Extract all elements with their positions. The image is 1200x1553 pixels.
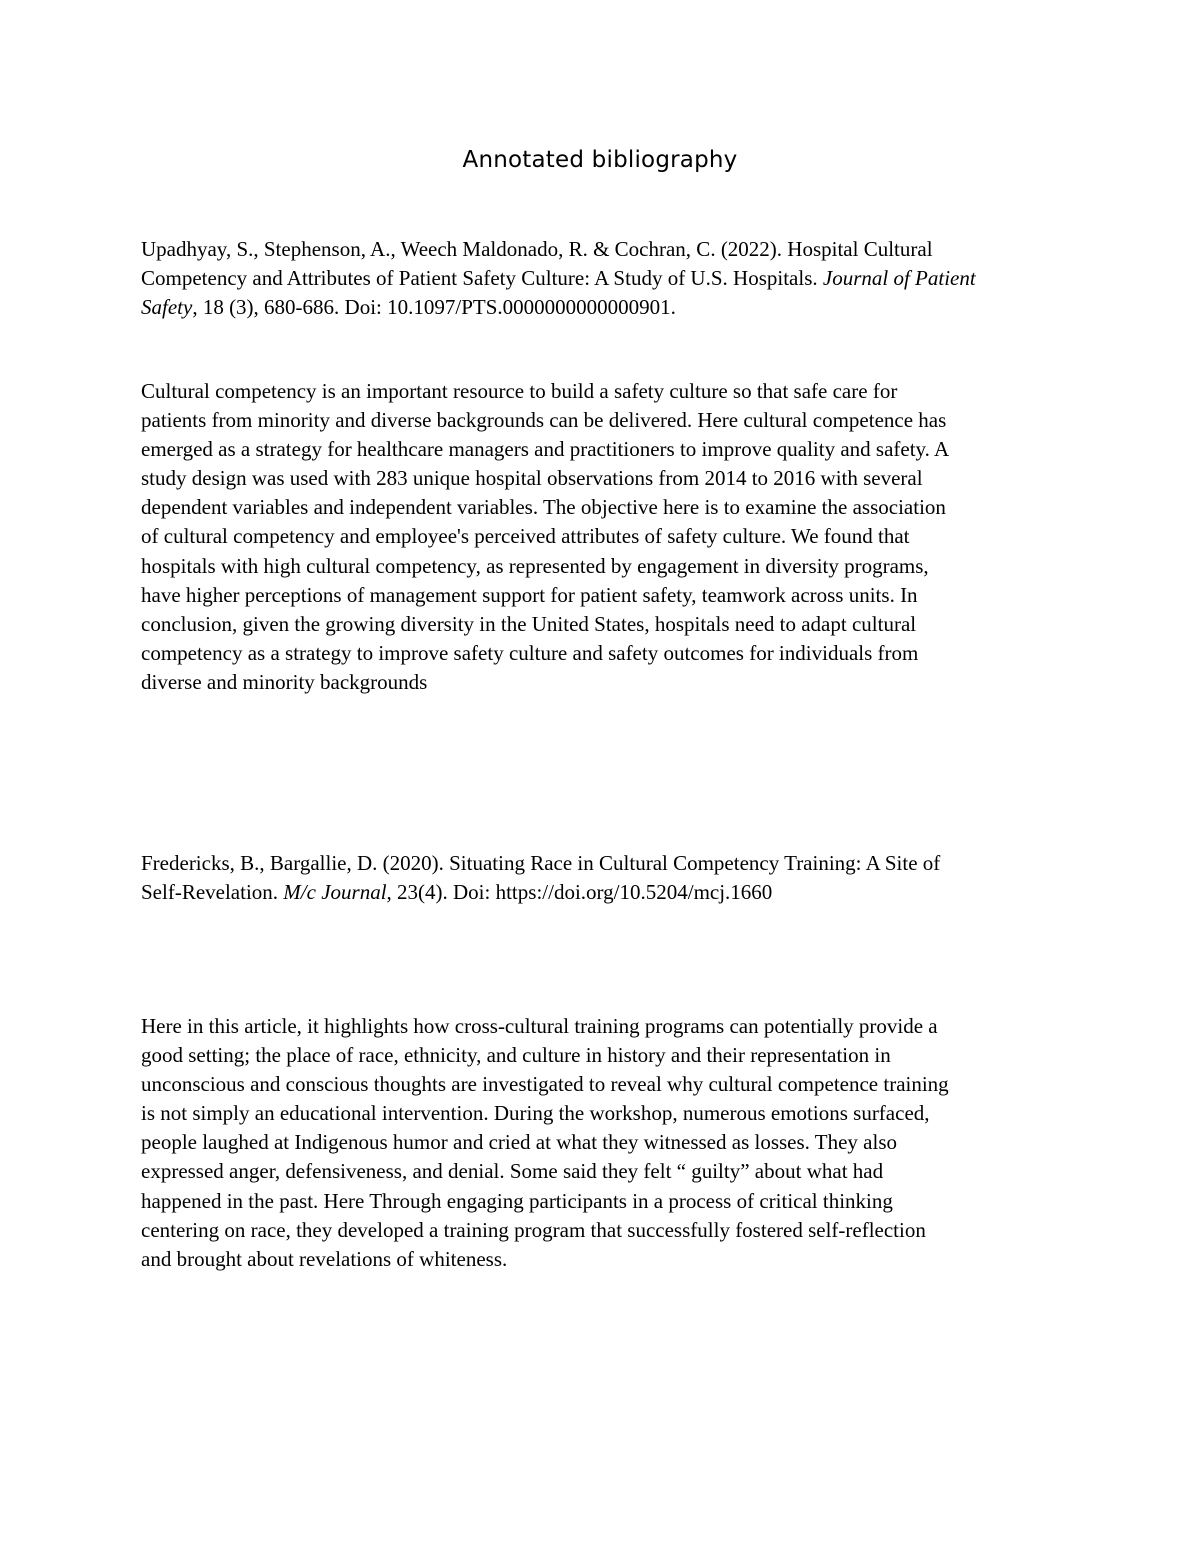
document-title: Annotated bibliography [462,147,738,173]
annotation-line: expressed anger, defensiveness, and denial. Some said they felt “ guilty” about what had [141,1159,884,1184]
annotation-line: patients from minority and diverse backgrounds can be delivered. Here cultural competence has [141,408,947,433]
annotation-line: Here in this article, it highlights how cross-cultural training programs can potentially provide a [141,1014,938,1038]
annotation-line: emerged as a strategy for healthcare managers and practitioners to improve quality and safety. A [141,437,950,462]
annotation-line: people laughed at Indigenous humor and cried at what they witnessed as losses. They also [141,1130,898,1155]
citation-upadhyay [141,235,1061,322]
annotation-upadhyay [141,377,1061,697]
citation-line: Safety, 18 (3), 680-686. Doi: 10.1097/PTS.0000000000000901. [141,295,676,320]
journal-name: Journal of Patient [822,266,976,291]
annotation-line: good setting; the place of race, ethnicity, and culture in history and their representation in [141,1043,891,1068]
annotation-line: study design was used with 283 unique hospital observations from 2014 to 2016 with several [141,466,923,491]
annotation-line: Cultural competency is an important resource to build a safety culture so that safe care for [141,379,898,403]
citation-line: Upadhyay, S., Stephenson, A., Weech Maldonado, R. & Cochran, C. (2022). Hospital Cultural [141,237,933,261]
annotation-line: is not simply an educational intervention. During the workshop, numerous emotions surfaced, [141,1101,930,1126]
annotation-fredericks [141,1012,1061,1274]
citation-line: Fredericks, B., Bargallie, D. (2020). Situating Race in Cultural Competency Training: A Site of [141,851,941,875]
annotation-line: competency as a strategy to improve safety culture and safety outcomes for individuals from [141,640,919,665]
citation-fredericks [141,849,1061,907]
journal-name: M/c Journal [283,880,387,905]
annotation-line: of cultural competency and employee's perceived attributes of safety culture. We found that [141,524,910,549]
annotation-line: conclusion, given the growing diversity in the United States, hospitals need to adapt cultural [141,611,917,636]
journal-name: Safety [141,295,193,320]
annotation-line: diverse and minority backgrounds [141,669,428,694]
annotation-line: happened in the past. Here Through engaging participants in a process of critical thinking [141,1188,893,1213]
annotation-line: centering on race, they developed a training program that successfully fostered self-reflection [141,1217,926,1242]
annotation-line: dependent variables and independent variables. The objective here is to examine the association [141,495,946,520]
annotation-line: unconscious and conscious thoughts are investigated to reveal why cultural competence training [141,1072,949,1097]
annotation-line: hospitals with high cultural competency, as represented by engagement in diversity programs, [141,553,929,578]
annotation-line: have higher perceptions of management support for patient safety, teamwork across units. In [141,582,918,607]
citation-line: Self-Revelation. M/c Journal, 23(4). Doi: https://doi.org/10.5204/mcj.1660 [141,880,773,905]
citation-line: Competency and Attributes of Patient Safety Culture: A Study of U.S. Hospitals. Journal of Patient [141,266,976,291]
annotation-line: and brought about revelations of whiteness. [141,1246,508,1271]
